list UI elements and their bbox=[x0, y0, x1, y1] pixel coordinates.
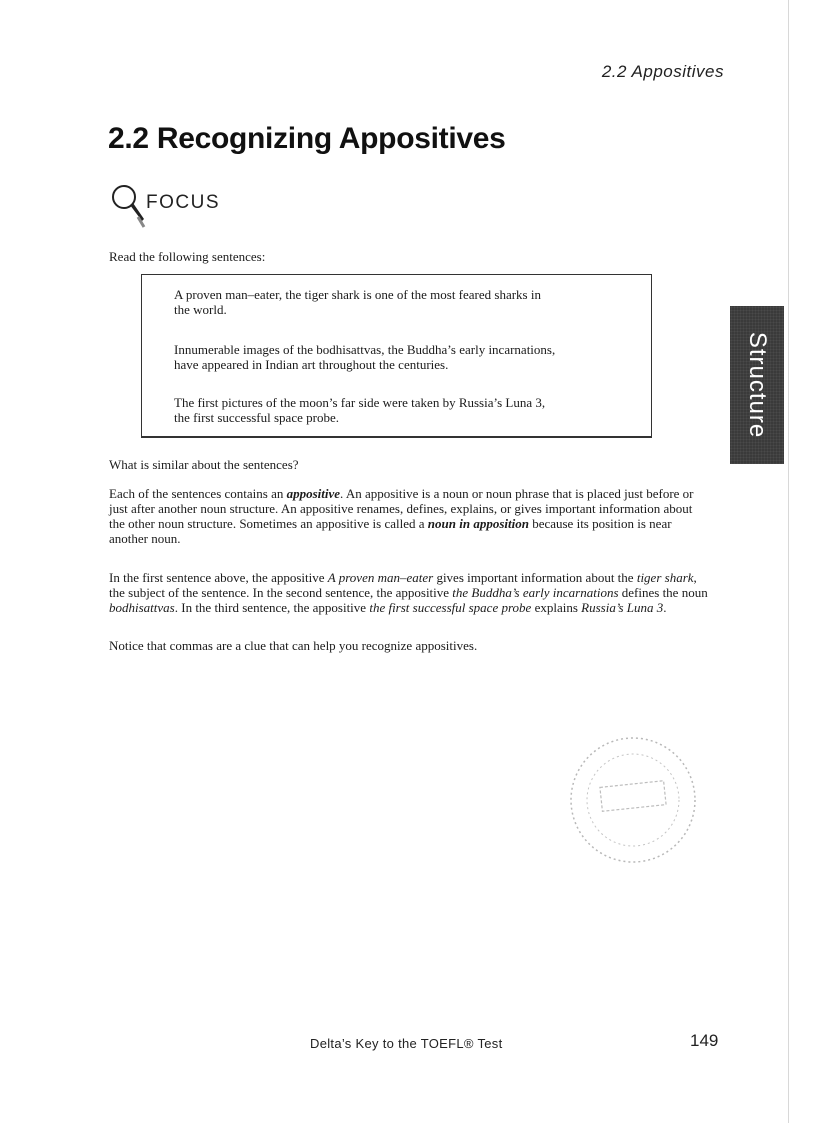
page-number: 149 bbox=[690, 1031, 719, 1050]
paragraph-definition: Each of the sentences contains an appositive. An appositive is a noun or noun phrase that is placed just before or just after another noun structure. An appositive renames, defines, explains, or gives important information about the other noun structure. Sometimes an appositive is called a noun in apposition because its position is near another noun. bbox=[109, 486, 694, 546]
side-tab-label: Structure bbox=[744, 331, 771, 439]
library-stamp bbox=[563, 712, 703, 887]
section-title: 2.2 Recognizing Appositives bbox=[108, 122, 506, 155]
chapter-header bbox=[560, 62, 724, 82]
intro-text: Read the following sentences: bbox=[109, 249, 266, 264]
chapter-header-text: 2.2 Appositives bbox=[601, 62, 724, 81]
focus-heading bbox=[110, 183, 150, 229]
question-text: What is similar about the sentences? bbox=[109, 457, 299, 472]
example-3: The first pictures of the moon’s far side were taken by Russia’s Luna 3, the first successful space probe. bbox=[174, 395, 546, 425]
footer-title: Delta’s Key to the TOEFL® Test bbox=[310, 1036, 503, 1051]
paragraph-explanation: In the first sentence above, the appositive A proven man–eater gives important information about the tiger shark, the subject of the sentence. In the second sentence, the appositive the Buddha’s early incarnations defines the noun bodhisattvas. In the third sentence, the appositive the first successful space probe explains Russia’s Luna 3. bbox=[109, 570, 708, 615]
focus-label: FOCUS bbox=[146, 192, 220, 213]
page-edge-line bbox=[788, 0, 789, 1123]
example-2: Innumerable images of the bodhisattvas, the Buddha’s early incarnations, have appeared in Indian art throughout the centuries. bbox=[174, 342, 556, 372]
paragraph-note: Notice that commas are a clue that can help you recognize appositives. bbox=[109, 638, 478, 653]
example-box bbox=[141, 274, 652, 438]
stamp-icon bbox=[563, 712, 703, 882]
example-1: A proven man–eater, the tiger shark is one of the most feared sharks in the world. bbox=[174, 287, 541, 317]
magnifier-icon bbox=[110, 183, 150, 231]
